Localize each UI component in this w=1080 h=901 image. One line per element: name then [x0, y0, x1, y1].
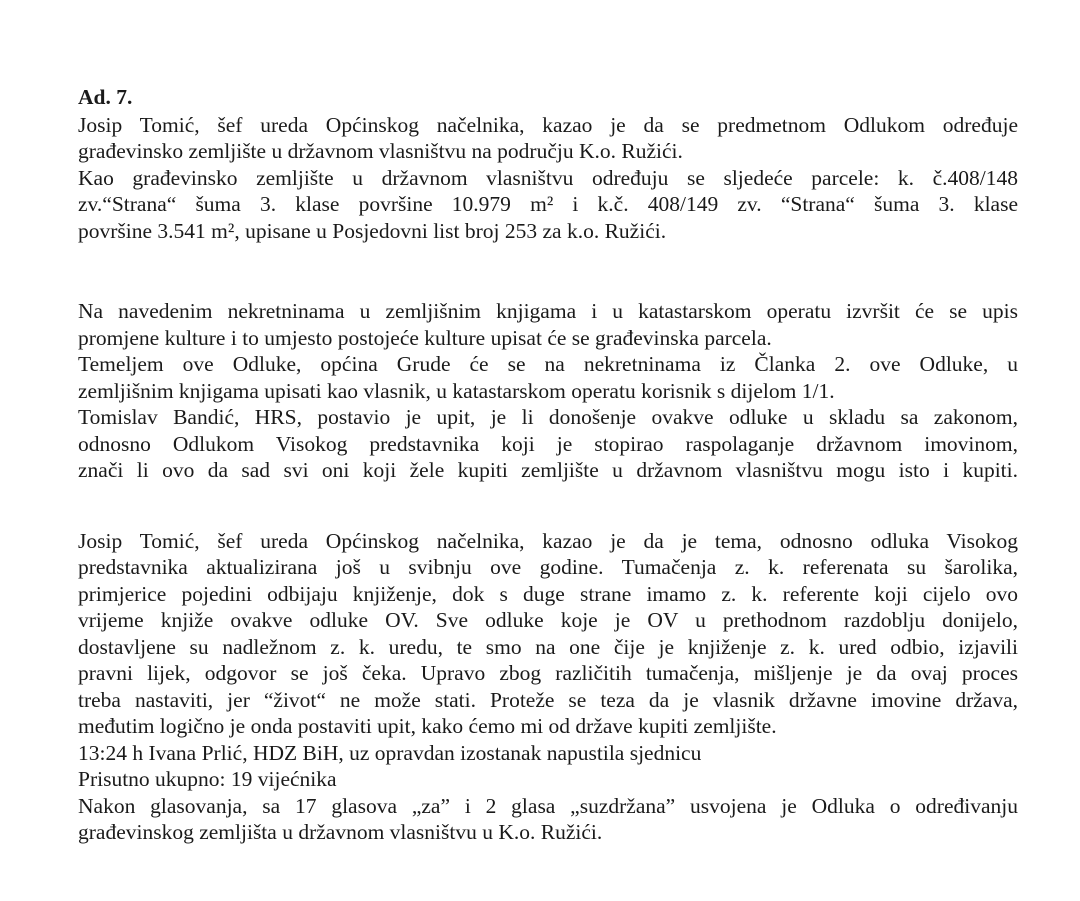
paragraph-3-line-5: dostavljene su nadležnom z. k. uredu, te smo na one čije je knjiženje z. k. ured odbio, izjavili: [78, 634, 1018, 659]
paragraph-2-line-2: promjene kulture i to umjesto postojeće kulture upisat će se građevinska parcela.: [78, 325, 772, 350]
paragraph-1-line-1: Josip Tomić, šef ureda Općinskog načelnika, kazao je da se predmetnom Odlukom određuje: [78, 112, 1018, 137]
paragraph-3-line-1: Josip Tomić, šef ureda Općinskog načelnika, kazao je da je tema, odnosno odluka Visokog: [78, 528, 1018, 553]
paragraph-3-line-3: primjerice pojedini odbijaju knjiženje, dok s duge strane imamo z. k. referente koji cijelo ovo: [78, 581, 1018, 606]
attendance-note-departure: 13:24 h Ivana Prlić, HDZ BiH, uz opravdan izostanak napustila sjednicu: [78, 740, 702, 765]
vote-result-line-1: Nakon glasovanja, sa 17 glasova „za” i 2 glasa „suzdržana” usvojena je Odluka o određivanju: [78, 793, 1018, 818]
paragraph-2-line-7: znači li ovo da sad svi oni koji žele kupiti zemljište u državnom vlasništvu mogu isto i kupiti.: [78, 458, 1018, 483]
paragraph-3-line-2: predstavnika aktualizirana još u svibnju ove godine. Tumačenja z. k. referenata su šarolika,: [78, 555, 1018, 579]
paragraph-3-line-7: treba nastaviti, jer “život“ ne može stati. Proteže se teza da je vlasnik državne imovine država,: [78, 687, 1018, 712]
paragraph-3-line-4: vrijeme knjiže ovakve odluke OV. Sve odluke koje je OV u prethodnom razdoblju donijelo,: [78, 608, 1018, 632]
paragraph-2-line-4: zemljišnim knjigama upisati kao vlasnik, u katastarskom operatu korisnik s dijelom 1/1.: [78, 378, 835, 403]
paragraph-1-line-5: površine 3.541 m², upisane u Posjedovni list broj 253 za k.o. Ružići.: [78, 218, 667, 243]
vote-result-line-2: građevinskog zemljišta u državnom vlasništvu u K.o. Ružići.: [78, 820, 603, 844]
paragraph-2-line-5: Tomislav Bandić, HRS, postavio je upit, je li donošenje ovakve odluke u skladu sa zakonom,: [78, 405, 1018, 430]
paragraph-3-line-8: međutim logično je onda postaviti upit, kako ćemo mi od države kupiti zemljište.: [78, 714, 777, 738]
paragraph-1-line-2: građevinsko zemljište u državnom vlasništvu na području K.o. Ružići.: [78, 139, 683, 164]
paragraph-2-line-6: odnosno Odlukom Visokog predstavnika koji je stopirao raspolaganje državnom imovinom,: [78, 431, 1018, 456]
paragraph-1-line-4: zv.“Strana“ šuma 3. klase površine 10.979 m² i k.č. 408/149 zv. “Strana“ šuma 3. klase: [78, 192, 1018, 217]
paragraph-1-line-3: Kao građevinsko zemljište u državnom vlasništvu određuju se sljedeće parcele: k. č.408/148: [78, 165, 1018, 190]
agenda-item-heading: Ad. 7.: [78, 85, 133, 109]
paragraph-2-line-1: Na navedenim nekretninama u zemljišnim knjigama i u katastarskom operatu izvršit će se upis: [78, 299, 1018, 324]
paragraph-3-line-6: pravni lijek, odgovor se još čeka. Upravo zbog različitih tumačenja, mišljenje je da ovaj proces: [78, 661, 1018, 685]
paragraph-2-line-3: Temeljem ove Odluke, općina Grude će se na nekretninama iz Članka 2. ove Odluke, u: [78, 352, 1018, 377]
attendance-count: Prisutno ukupno: 19 vijećnika: [78, 767, 337, 791]
